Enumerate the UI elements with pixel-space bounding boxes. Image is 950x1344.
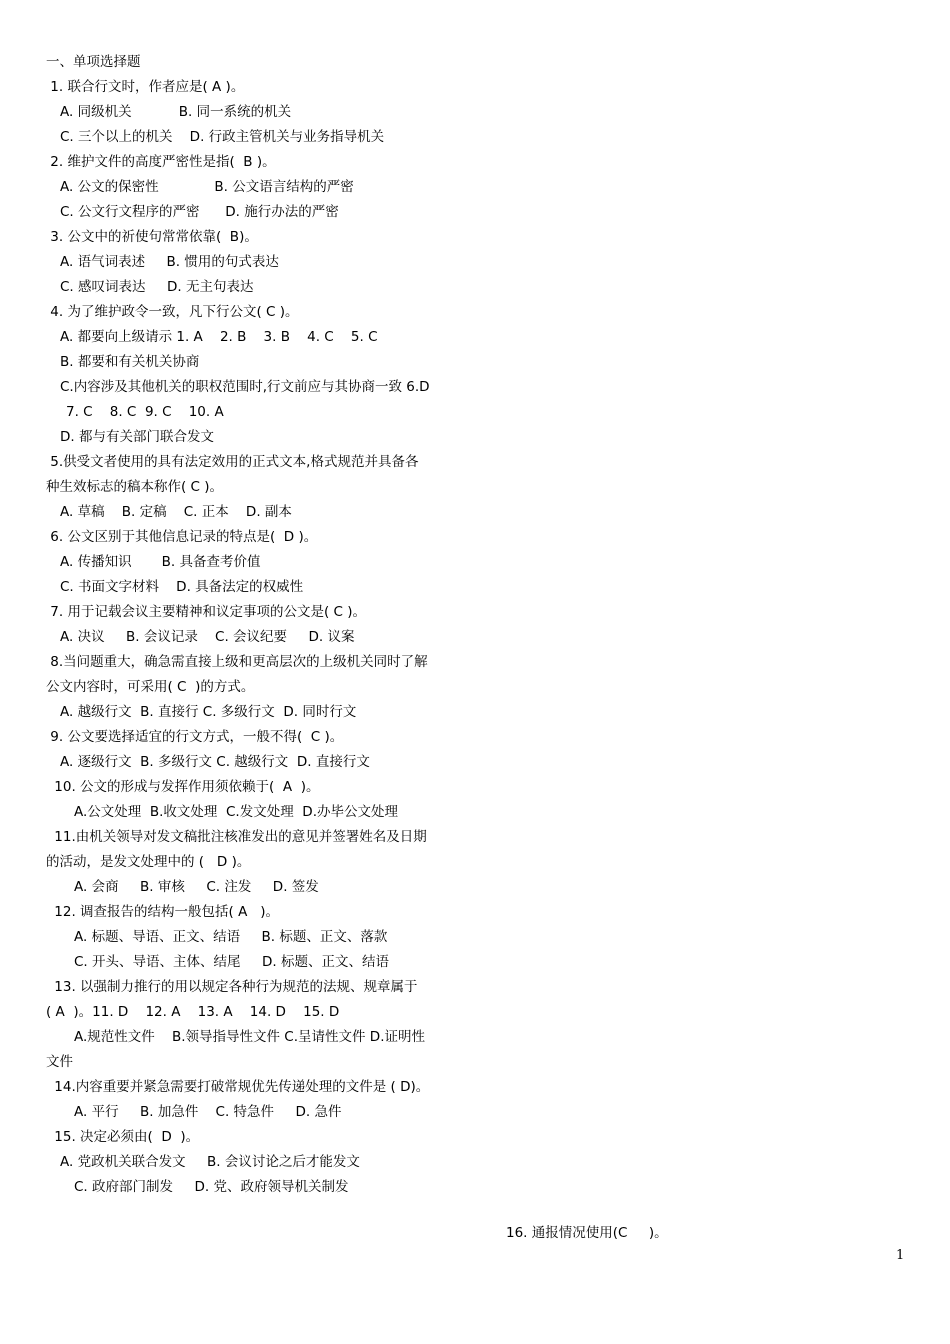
q15-options-cd: C. 政府部门制发 D. 党、政府领导机关制发 <box>74 1179 349 1195</box>
q9-options: A. 逐级行文 B. 多级行文 C. 越级行文 D. 直接行文 <box>60 754 370 770</box>
q6-options-ab: A. 传播知识 B. 具备查考价值 <box>60 554 261 570</box>
question-4: 4. 为了维护政令一致，凡下行公文( C )。 <box>46 304 299 320</box>
q7-options: A. 决议 B. 会议记录 C. 会议纪要 D. 议案 <box>60 629 355 645</box>
question-11-cont: 的活动，是发文处理中的 ( D )。 <box>46 854 251 870</box>
question-5: 5.供受文者使用的具有法定效用的正式文本,格式规范并具备各 <box>46 454 419 470</box>
q3-options-cd: C. 感叹词表达 D. 无主句表达 <box>60 279 254 295</box>
question-16: 16. 通报情况使用(C )。 <box>506 1225 668 1241</box>
q15-options-ab: A. 党政机关联合发文 B. 会议讨论之后才能发文 <box>60 1154 360 1170</box>
question-15: 15. 决定必须由( D )。 <box>50 1129 200 1145</box>
page-number: 1 <box>896 1248 905 1263</box>
answer-key-6-10: 7. C 8. C 9. C 10. A <box>66 404 224 420</box>
q12-options-cd: C. 开头、导语、主体、结尾 D. 标题、正文、结语 <box>74 954 389 970</box>
q13-options: A.规范性文件 B.领导指导性文件 C.呈请性文件 D.证明性 <box>74 1029 425 1045</box>
q2-options-cd: C. 公文行文程序的严密 D. 施行办法的严密 <box>60 204 339 220</box>
question-9: 9. 公文要选择适宜的行文方式，一般不得( C )。 <box>46 729 344 745</box>
q4-option-c: C.内容涉及其他机关的职权范围时,行文前应与其协商一致 6.D <box>60 379 430 395</box>
question-13: 13. 以强制力推行的用以规定各种行为规范的法规、规章属于 <box>50 979 418 995</box>
q5-options: A. 草稿 B. 定稿 C. 正本 D. 副本 <box>60 504 292 520</box>
question-14: 14.内容重要并紧急需要打破常规优先传递处理的文件是 ( D)。 <box>50 1079 430 1095</box>
q1-options-cd: C. 三个以上的机关 D. 行政主管机关与业务指导机关 <box>60 129 385 145</box>
q8-options: A. 越级行文 B. 直接行 C. 多级行文 D. 同时行文 <box>60 704 357 720</box>
question-8: 8.当问题重大，确急需直接上级和更高层次的上级机关同时了解 <box>46 654 428 670</box>
q4-option-d: D. 都与有关部门联合发文 <box>60 429 214 445</box>
question-2: 2. 维护文件的高度严密性是指( B )。 <box>46 154 276 170</box>
question-10: 10. 公文的形成与发挥作用须依赖于( A )。 <box>50 779 320 795</box>
q12-options-ab: A. 标题、导语、正文、结语 B. 标题、正文、落款 <box>74 929 388 945</box>
q13-options-cont: 文件 <box>46 1054 73 1070</box>
question-7: 7. 用于记载会议主要精神和议定事项的公文是( C )。 <box>46 604 367 620</box>
question-8-cont: 公文内容时，可采用( C )的方式。 <box>46 679 255 695</box>
q10-options: A.公文处理 B.收文处理 C.发文处理 D.办毕公文处理 <box>74 804 398 820</box>
question-12: 12. 调查报告的结构一般包括( A )。 <box>50 904 279 920</box>
question-6: 6. 公文区别于其他信息记录的特点是( D )。 <box>46 529 318 545</box>
q2-options-ab: A. 公文的保密性 B. 公文语言结构的严密 <box>60 179 354 195</box>
question-13-cont-with-answers: ( A )。11. D 12. A 13. A 14. D 15. D <box>46 1004 340 1020</box>
q14-options: A. 平行 B. 加急件 C. 特急件 D. 急件 <box>74 1104 342 1120</box>
q4-option-b: B. 都要和有关机关协商 <box>60 354 200 370</box>
question-3: 3. 公文中的祈使句常常依靠( B)。 <box>46 229 258 245</box>
question-11: 11.由机关领导对发文稿批注核准发出的意见并签署姓名及日期 <box>50 829 427 845</box>
q11-options: A. 会商 B. 审核 C. 注发 D. 签发 <box>74 879 319 895</box>
question-5-cont: 种生效标志的稿本称作( C )。 <box>46 479 224 495</box>
q1-options-ab: A. 同级机关 B. 同一系统的机关 <box>60 104 292 120</box>
section-heading: 一、单项选择题 <box>46 54 141 70</box>
q3-options-ab: A. 语气词表述 B. 惯用的句式表达 <box>60 254 279 270</box>
question-1: 1. 联合行文时，作者应是( A )。 <box>46 79 245 95</box>
q6-options-cd: C. 书面文字材料 D. 具备法定的权威性 <box>60 579 304 595</box>
q4-option-a-with-answers: A. 都要向上级请示 1. A 2. B 3. B 4. C 5. C <box>60 329 378 345</box>
